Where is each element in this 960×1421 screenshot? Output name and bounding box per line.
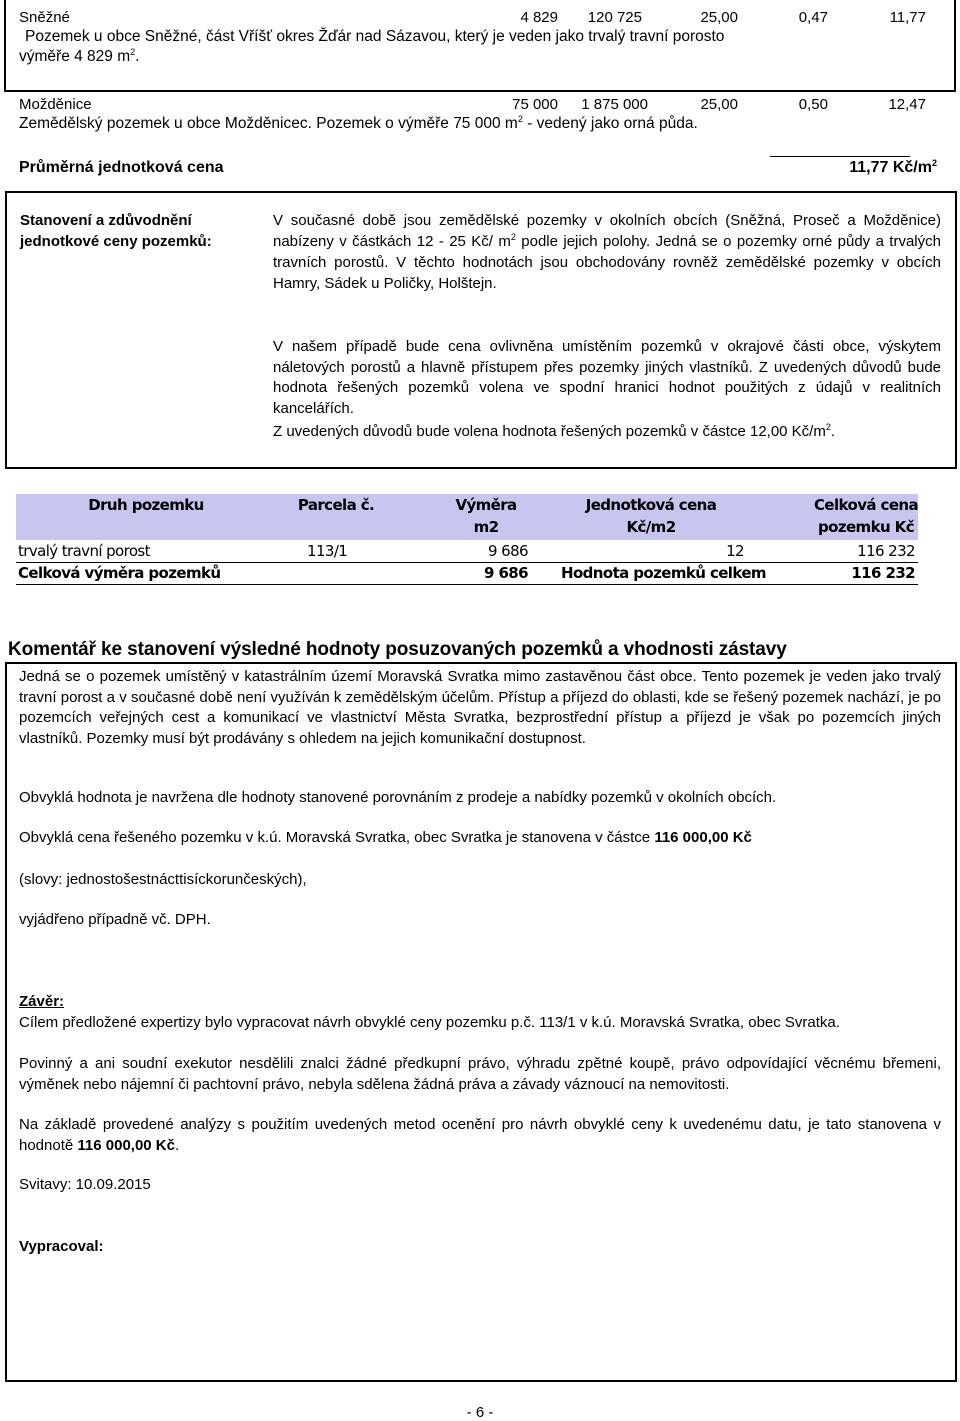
conclusion-paragraph: Na základě provedené analýzy s použitím uvedených metod ocenění pro návrh obvyklé ceny k uvedenému datu, je tato stanovena v hodnotě 116 000,00 Kč. (19, 1116, 941, 1154)
valuation-table (16, 494, 918, 586)
comparable-description: Pozemek u obce Sněžné, část Vříšť okres Žďár nad Sázavou, který je veden jako trvalý travní porosto výměře 4 829 $m^2$. (19, 28, 725, 65)
total-celkova: 116 232 (851, 564, 915, 582)
comparable-name: Možděnice (19, 96, 92, 113)
page-number: - 6 - (466, 1404, 494, 1421)
total-label: Celková výměra pozemků (18, 564, 221, 582)
comparable-name: Sněžné (19, 9, 70, 26)
header-jednotkova-unit: Kč/m2 (626, 518, 676, 536)
comment-paragraph: Jedná se o pozemek umístěný v katastrálním území Moravská Svratka mimo zastavěnou část obce. Tento pozemek je veden jako trvalý travní porost a v současné době není využíván k zemědělským účelům. Přístup a příjezd do oblasti, kde se řešený pozemek nachází, je po pozemcích veřejných cest a komunikací ve vlastnictví Města Svratka, bezprostřední přístup a příjezd je však po pozemcích jiných vlastníků. Pozemky musí být prodávány s ohledem na jejich komunikační dostupnost. (19, 668, 941, 747)
comparable-price: 120 725 (587, 9, 642, 26)
total-label2: Hodnota pozemků celkem (561, 564, 766, 582)
comment-title: Komentář ke stanovení výsledné hodnoty posuzovaných pozemků a vhodnosti zástavy (8, 639, 787, 660)
header-vymera-unit: m2 (473, 518, 499, 536)
justification-conclusion: Z uvedených důvodů bude volena hodnota řešených pozemků v částce 12,00 $Kč/m^2$. (273, 422, 836, 440)
comparable-price: 1 875 000 (581, 96, 648, 113)
header-celkova-unit: pozemku Kč (818, 518, 914, 536)
comparable-unit-price: 25,00 (700, 9, 738, 26)
row-celkova: 116 232 (857, 542, 915, 560)
conclusion-heading: Závěr: (19, 993, 65, 1010)
total-vymera: 9 686 (484, 564, 528, 582)
comparable-description: Zemědělský pozemek u obce Možděnicec. Pozemek o výměře 75 000 $m^2$ - vedený jako orná půda. (19, 114, 698, 132)
header-celkova: Celková cena (814, 496, 918, 514)
comment-vat: vyjádřeno případně vč. DPH. (19, 911, 211, 928)
comparable-result: 12,47 (888, 96, 926, 113)
header-vymera: Výměra (455, 496, 517, 514)
comparable-unit-price: 25,00 (700, 96, 738, 113)
comment-words: (slovy: jednostošestnácttisíckorunčeských), (19, 871, 307, 888)
header-parcela: Parcela č. (297, 496, 375, 514)
row-druh: trvalý travní porost (18, 542, 150, 560)
comparable-result: 11,77 (889, 9, 926, 26)
justification-label: Stanovení a zdůvodnění jednotkové ceny pozemků: (20, 212, 212, 250)
comparable-coefficient: 0,47 (798, 9, 828, 26)
comparable-area: 75 000 (512, 96, 558, 113)
signature-label: Vypracoval: (19, 1238, 104, 1255)
row-parcela: 113/1 (307, 542, 348, 560)
conclusion-paragraph: Povinný a ani soudní exekutor nesdělili znalci žádné předkupní právo, výhradu zpětné koupě, právo odpovídající věcnému břemeni, výměnek nebo nájemní či pachtovní právo, nebyla sdělena žádná práva a závady váznoucí na nemovitosti. (19, 1055, 941, 1093)
comment-paragraph: Obvyklá hodnota je navržena dle hodnoty stanovené porovnáním z prodeje a nabídky pozemků v okolních obcích. (19, 789, 777, 806)
justification-paragraph: V našem případě bude cena ovlivněna umístěním pozemků v okrajové části obce, výskytem náletových porostů a hlavně přístupem přes pozemky jiných vlastníků. Z uvedených důvodů bude hodnota řešených pozemků volena ve spodní hranici hodnot použitých z údajů v realitních kancelářích. (273, 338, 941, 417)
row-vymera: 9 686 (488, 542, 528, 560)
conclusion-date: Svitavy: 10.09.2015 (19, 1176, 151, 1193)
justification-paragraph: V současné době jsou zemědělské pozemky v okolních obcích (Sněžná, Proseč a Možděnice) nabízeny v částkách 12 - 25 Kč/ $m^2$ podle jejich polohy. Jedná se o pozemky orné půdy a trvalých travních porostů. V těchto hodnotách jsou obchodovány rovněž zemědělské pozemky v obcích Hamry, Sádek u Poličky, Holštejn. (273, 212, 941, 292)
header-druh: Druh pozemku (88, 496, 204, 514)
row-jednotkova: 12 (726, 542, 744, 560)
comment-price: Obvyklá cena řešeného pozemku v k.ú. Moravská Svratka, obec Svratka je stanovena v částce 116 000,00 Kč (19, 829, 752, 846)
conclusion-paragraph: Cílem předložené expertizy bylo vypracovat návrh obvyklé ceny pozemku p.č. 113/1 v k.ú. Moravská Svratka, obec Svratka. (19, 1014, 840, 1031)
header-jednotkova: Jednotková cena (585, 496, 717, 514)
average-price-label: Průměrná jednotková cena (19, 159, 224, 176)
average-price-value: 11,77 $Kč/m^2$ (849, 158, 937, 176)
comparable-coefficient: 0,50 (798, 96, 828, 113)
comparable-area: 4 829 (520, 9, 558, 26)
